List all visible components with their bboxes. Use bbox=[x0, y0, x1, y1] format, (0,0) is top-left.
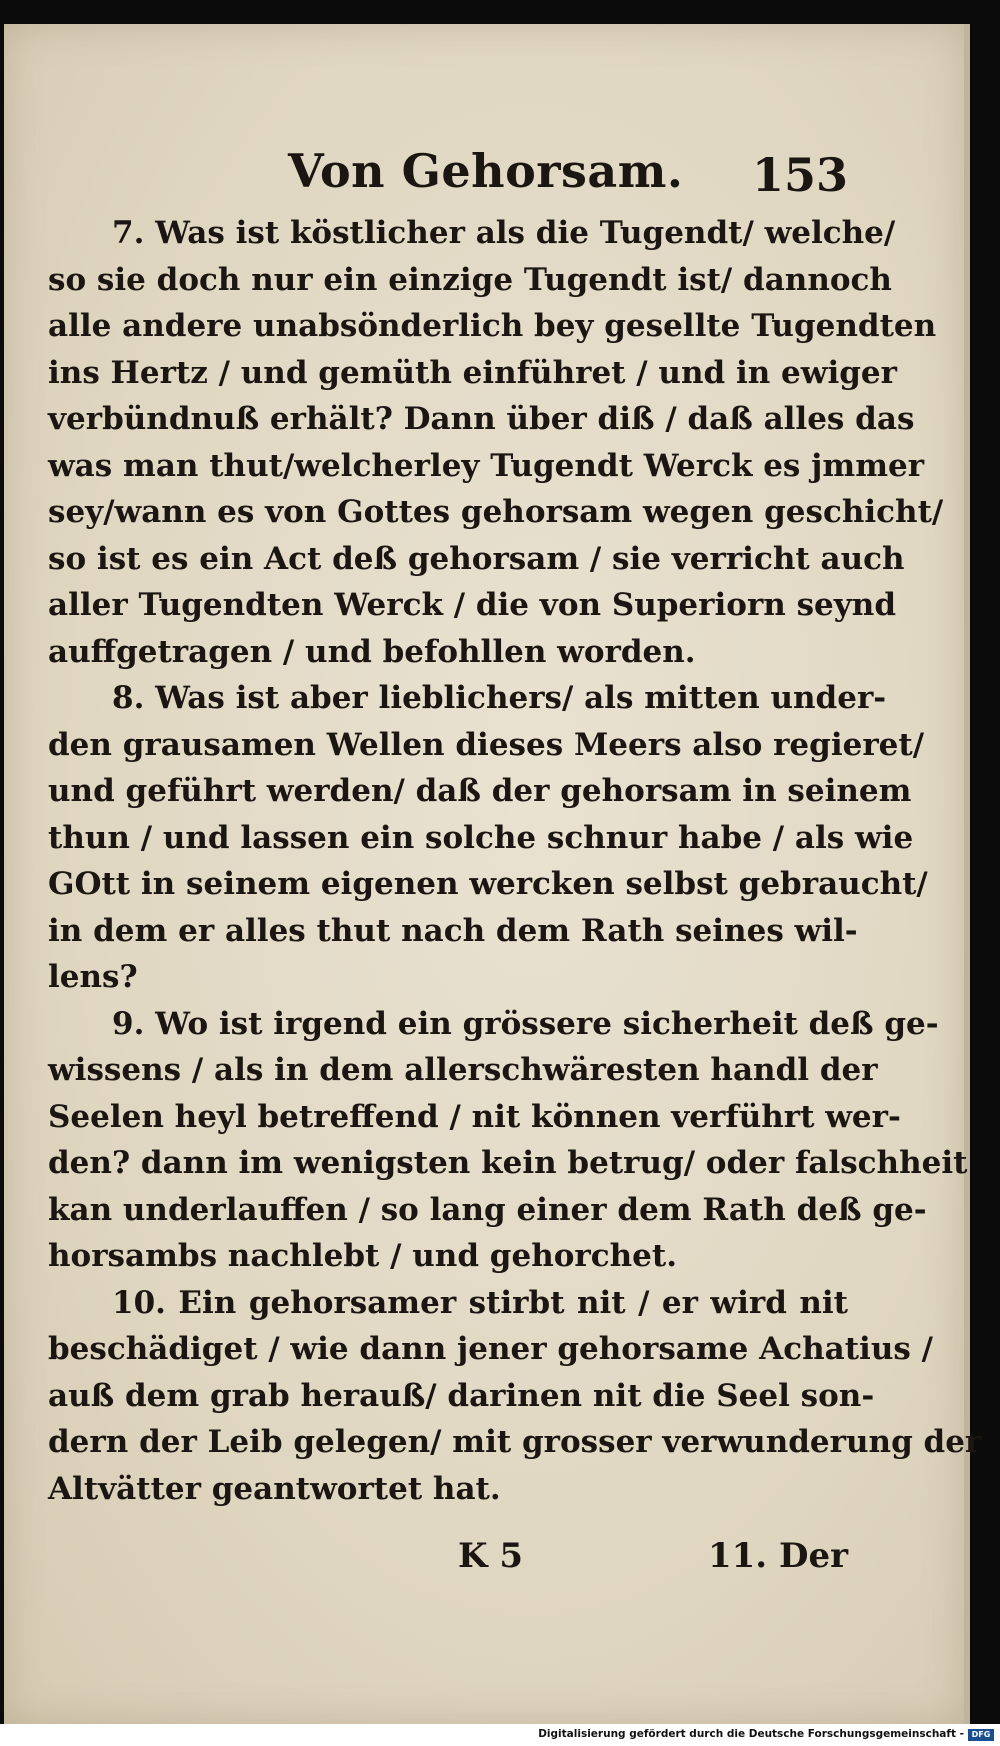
text-line: kan underlauffen / so lang einer dem Rath deß ge- bbox=[48, 1191, 927, 1228]
text-line: GOtt in seinem eigenen wercken selbst gebraucht/ bbox=[48, 866, 928, 902]
text-line: sey/wann es von Gottes gehorsam wegen geschicht/ bbox=[48, 494, 944, 530]
text-line: horsambs nachlebt / und gehorchet. bbox=[48, 1238, 677, 1274]
text-line: was man thut/welcherley Tugendt Werck es jmmer bbox=[48, 447, 925, 484]
text-line: den grausamen Wellen dieses Meers also regieret/ bbox=[48, 726, 925, 763]
text-line: Altvätter geantwortet hat. bbox=[48, 1470, 501, 1507]
text-line: dern der Leib gelegen/ mit grosser verwunderung der bbox=[48, 1424, 982, 1460]
text-line: thun / und lassen ein solche schnur habe / als wie bbox=[48, 819, 914, 856]
credit-bar bbox=[0, 1724, 1000, 1746]
text-line: in dem er alles thut nach dem Rath seines wil- bbox=[48, 912, 858, 949]
text-line: so ist es ein Act deß gehorsam / sie verricht auch bbox=[48, 540, 905, 577]
text-line: 9. Wo ist irgend ein grössere sicherheit deß ge- bbox=[112, 1005, 939, 1042]
text-line: alle andere unabsönderlich bey gesellte Tugendten bbox=[48, 308, 937, 344]
text-line: lens? bbox=[48, 959, 138, 995]
page-number: 153 bbox=[751, 148, 848, 202]
text-line: so sie doch nur ein einzige Tugendt ist/ dannoch bbox=[48, 261, 892, 298]
book-page bbox=[4, 24, 982, 1724]
text-line: ins Hertz / und gemüth einführet / und in ewiger bbox=[48, 354, 897, 391]
running-title: Von Gehorsam. bbox=[288, 144, 684, 198]
text-line: Seelen heyl betreffend / nit können verführt wer- bbox=[48, 1098, 901, 1135]
text-line: 10. Ein gehorsamer stirbt nit / er wird nit bbox=[112, 1284, 848, 1321]
body-text bbox=[48, 210, 982, 1512]
text-line: den? dann im wenigsten kein betrug/ oder falschheit bbox=[48, 1145, 968, 1181]
running-head bbox=[48, 144, 848, 204]
page-footer bbox=[48, 1536, 848, 1586]
catchword: 11. Der bbox=[707, 1536, 848, 1576]
dfg-logo: DFG bbox=[968, 1729, 994, 1741]
text-line: auß dem grab herauß/ darinen nit die Seel son- bbox=[48, 1377, 875, 1414]
text-line: beschädiget / wie dann jener gehorsame Achatius / bbox=[48, 1331, 933, 1367]
text-line: 7. Was ist köstlicher als die Tugendt/ welche/ bbox=[112, 215, 896, 251]
text-line: aller Tugendten Werck / die von Superiorn seynd bbox=[48, 587, 897, 623]
credit-text: Digitalisierung gefördert durch die Deutsche Forschungsgemeinschaft - bbox=[538, 1728, 964, 1740]
text-line: und geführt werden/ daß der gehorsam in seinem bbox=[48, 773, 912, 809]
text-line: auffgetragen / und befohllen worden. bbox=[48, 633, 696, 670]
text-line: 8. Was ist aber lieblichers/ als mitten under- bbox=[112, 680, 887, 716]
signature-mark: K 5 bbox=[458, 1536, 524, 1576]
text-line: wissens / als in dem allerschwäresten handl der bbox=[48, 1052, 878, 1088]
text-line: verbündnuß erhält? Dann über diß / daß alles das bbox=[48, 401, 915, 437]
